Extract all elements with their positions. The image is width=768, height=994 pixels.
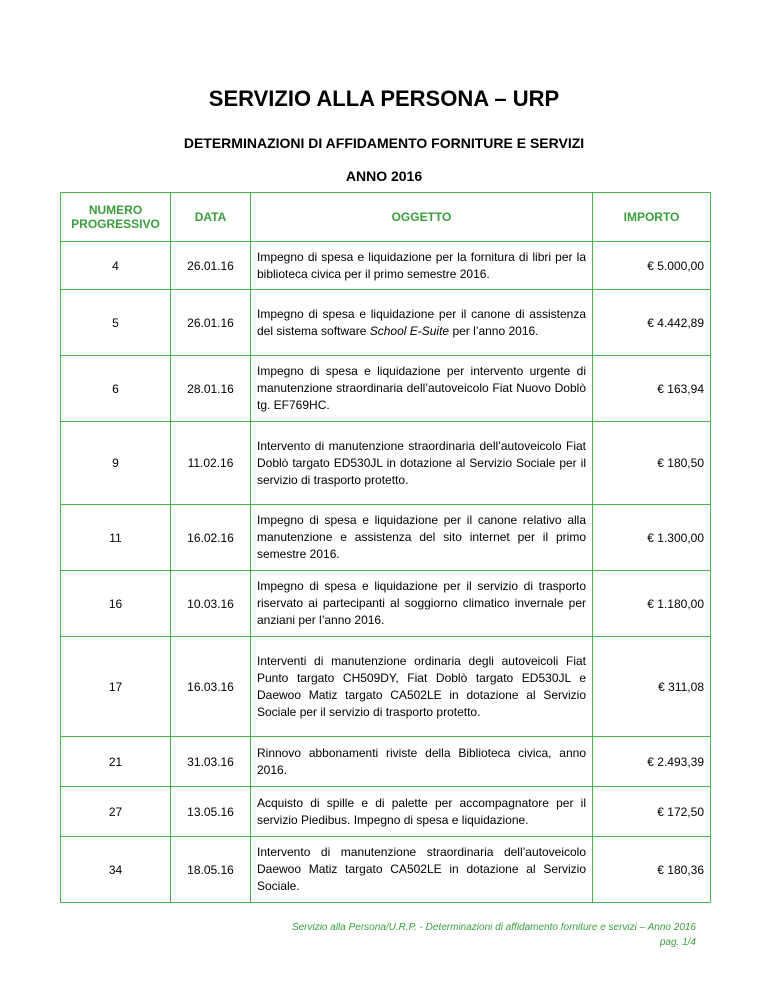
page-number: pag. 1/4 bbox=[659, 937, 696, 948]
row-object: Intervento di manutenzione straordinaria dell’autoveicolo Daewoo Matiz targato CA502LE in dotazione al Servizio Sociale. bbox=[251, 837, 593, 903]
table-row bbox=[61, 422, 711, 505]
table-row bbox=[61, 787, 711, 837]
row-object: Impegno di spesa e liquidazione per il canone relativo alla manutenzione e assistenza del sito internet per il primo semestre 2016. bbox=[251, 505, 593, 571]
row-number: 17 bbox=[61, 637, 171, 737]
row-object: Impegno di spesa e liquidazione per il servizio di trasporto riservato ai partecipanti al soggiorno climatico invernale per anziani per l’anno 2016. bbox=[251, 571, 593, 637]
page-footer bbox=[292, 920, 696, 950]
row-date: 11.02.16 bbox=[171, 422, 251, 505]
row-object: Interventi di manutenzione ordinaria degli autoveicoli Fiat Punto targato CH509DY, Fiat Doblò targato ED530JL e Daewoo Matiz targato CA502LE in dotazione al Servizio Sociale per il servizio di trasporto protetto. bbox=[251, 637, 593, 737]
table-row bbox=[61, 737, 711, 787]
page-title: SERVIZIO ALLA PERSONA – URP bbox=[208, 86, 560, 111]
row-number: 6 bbox=[61, 356, 171, 422]
row-number: 16 bbox=[61, 571, 171, 637]
row-number: 34 bbox=[61, 837, 171, 903]
row-number: 4 bbox=[61, 242, 171, 290]
row-number: 21 bbox=[61, 737, 171, 787]
table-row bbox=[61, 356, 711, 422]
row-object: Rinnovo abbonamenti riviste della Biblioteca civica, anno 2016. bbox=[251, 737, 593, 787]
year-heading: ANNO 2016 bbox=[345, 168, 423, 184]
table-row bbox=[61, 571, 711, 637]
software-name: School E-Suite bbox=[369, 323, 450, 338]
row-object: Impegno di spesa e liquidazione per intervento urgente di manutenzione straordinaria dell’autoveicolo Fiat Nuovo Doblò tg. EF769HC. bbox=[251, 356, 593, 422]
row-date: 26.01.16 bbox=[171, 290, 251, 356]
row-amount: € 2.493,39 bbox=[593, 737, 711, 787]
row-date: 10.03.16 bbox=[171, 571, 251, 637]
row-date: 26.01.16 bbox=[171, 242, 251, 290]
row-amount: € 311,08 bbox=[593, 637, 711, 737]
table-row bbox=[61, 242, 711, 290]
footer-caption: Servizio alla Persona/U.R.P. - Determinazioni di affidamento forniture e servizi – Anno 2016 bbox=[291, 922, 696, 933]
column-header-number: NUMERO PROGRESSIVO bbox=[61, 193, 171, 242]
row-date: 16.02.16 bbox=[171, 505, 251, 571]
row-number: 11 bbox=[61, 505, 171, 571]
column-header-object: OGGETTO bbox=[251, 193, 593, 242]
row-number: 9 bbox=[61, 422, 171, 505]
table-row bbox=[61, 837, 711, 903]
row-amount: € 180,36 bbox=[593, 837, 711, 903]
page-subtitle: DETERMINAZIONI DI AFFIDAMENTO FORNITURE E SERVIZI bbox=[183, 135, 585, 151]
table-row bbox=[61, 505, 711, 571]
row-object: Impegno di spesa e liquidazione per la fornitura di libri per la biblioteca civica per il primo semestre 2016. bbox=[251, 242, 593, 290]
row-amount: € 172,50 bbox=[593, 787, 711, 837]
determinations-table bbox=[60, 192, 711, 903]
row-amount: € 5.000,00 bbox=[593, 242, 711, 290]
row-object: Intervento di manutenzione straordinaria dell’autoveicolo Fiat Doblò targato ED530JL in dotazione al Servizio Sociale per il servizio di trasporto protetto. bbox=[251, 422, 593, 505]
row-date: 18.05.16 bbox=[171, 837, 251, 903]
row-number: 27 bbox=[61, 787, 171, 837]
row-object-text: Impegno di spesa e liquidazione per il canone di assistenza del sistema software bbox=[257, 306, 586, 338]
table-header-row bbox=[61, 193, 711, 242]
row-date: 28.01.16 bbox=[171, 356, 251, 422]
row-object-text: per l’anno 2016. bbox=[449, 323, 539, 338]
row-amount: € 1.300,00 bbox=[593, 505, 711, 571]
row-object bbox=[251, 290, 593, 356]
row-number: 5 bbox=[61, 290, 171, 356]
row-amount: € 4.442,89 bbox=[593, 290, 711, 356]
column-header-date: DATA bbox=[171, 193, 251, 242]
row-date: 16.03.16 bbox=[171, 637, 251, 737]
column-header-amount: IMPORTO bbox=[593, 193, 711, 242]
row-date: 13.05.16 bbox=[171, 787, 251, 837]
row-amount: € 180,50 bbox=[593, 422, 711, 505]
row-date: 31.03.16 bbox=[171, 737, 251, 787]
row-amount: € 163,94 bbox=[593, 356, 711, 422]
table-row bbox=[61, 290, 711, 356]
row-amount: € 1.180,00 bbox=[593, 571, 711, 637]
row-object: Acquisto di spille e di palette per accompagnatore per il servizio Piedibus. Impegno di spesa e liquidazione. bbox=[251, 787, 593, 837]
table-row bbox=[61, 637, 711, 737]
